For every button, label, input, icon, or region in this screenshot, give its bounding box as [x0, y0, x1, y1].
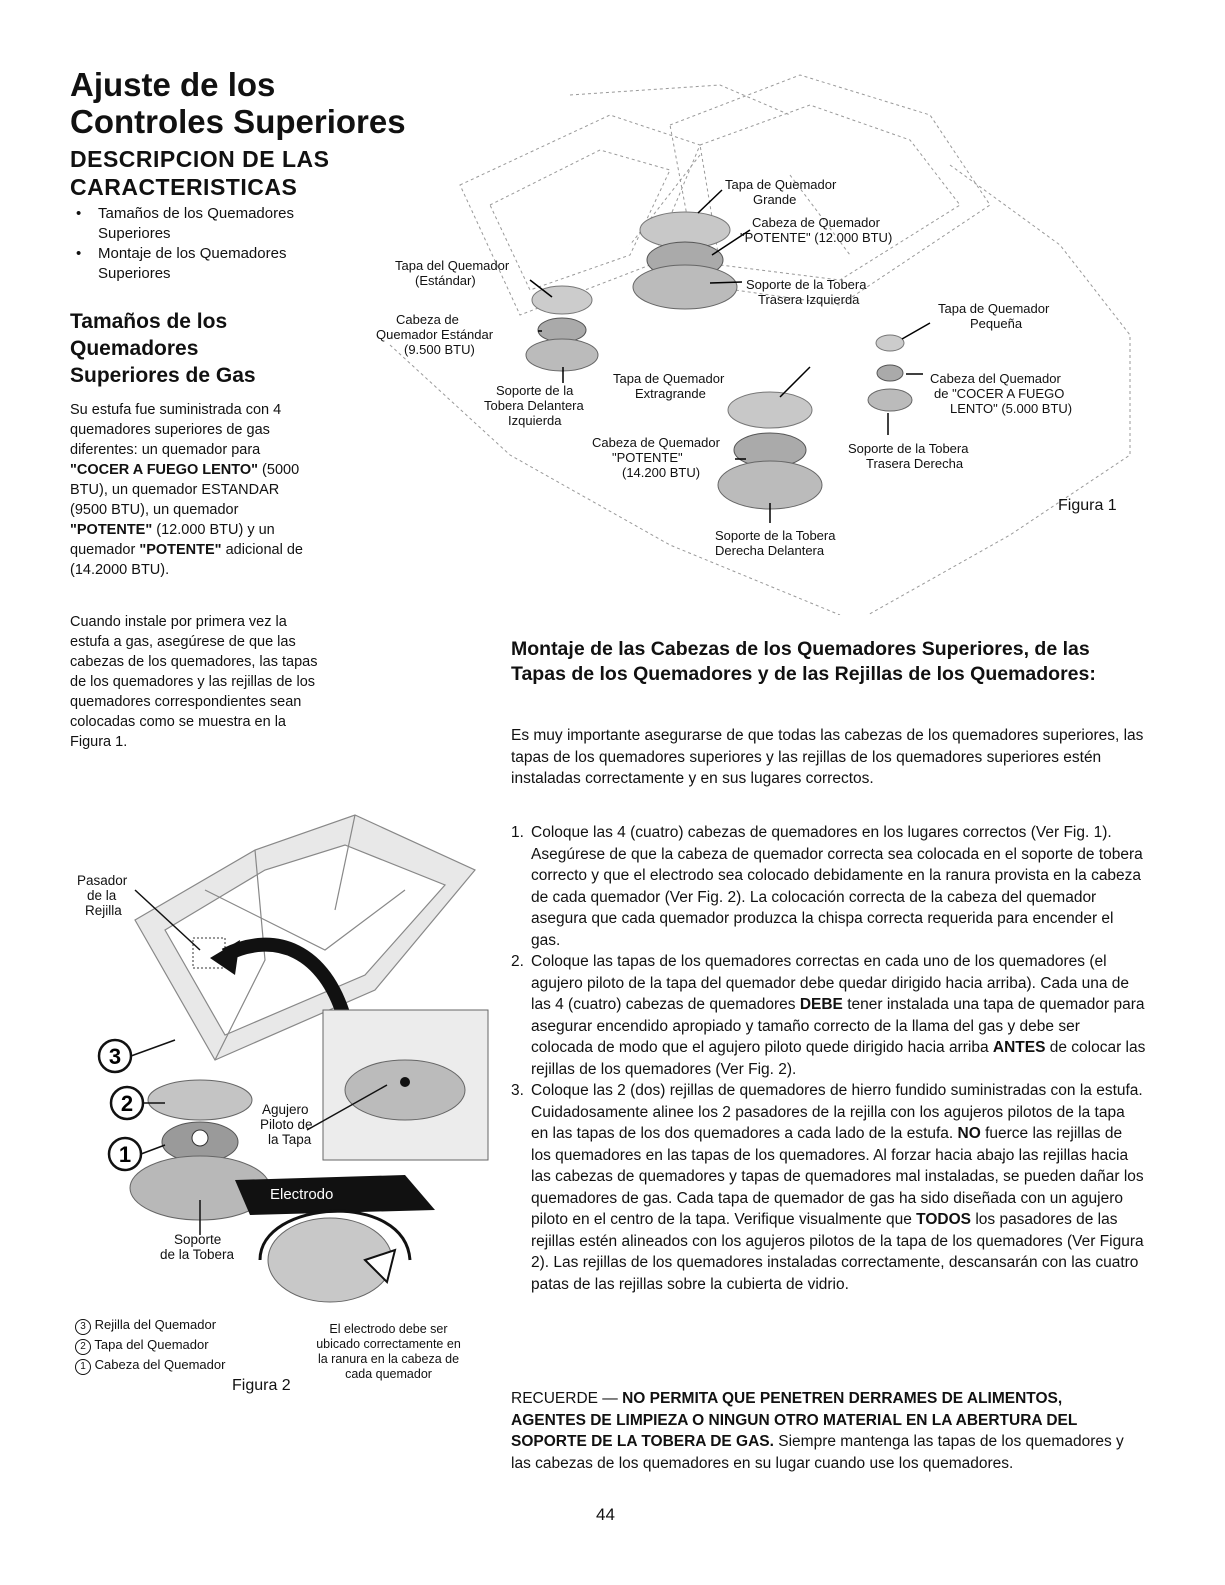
reminder-warning: NO PERMITA QUE PENETREN DERRAMES DE ALIMENTOS, AGENTES DE LIMPIEZA O NINGUN OTRO MATERIAL EN LA ABERTURA DEL SOPORTE DE LA TOBERA DE GAS. [511, 1390, 1078, 1450]
large-burner [633, 212, 737, 309]
fig1-label-simmer-head-line1: Cabeza del Quemador [930, 371, 1061, 386]
fig2-electrode-note-line3: la ranura en la cabeza de [317, 1352, 460, 1366]
fig2-label-pilot-hole [262, 1102, 313, 1147]
list-item [511, 1080, 1146, 1295]
fig1-label-front-right [715, 528, 835, 558]
fig1-label-small-cap-line1: Tapa de Quemador [938, 301, 1050, 316]
list-item: • Tamaños de los Quemadores Superiores [76, 204, 326, 244]
fig2-label-pilot-line1: Agujero [262, 1102, 309, 1117]
fig2-label-support [160, 1232, 234, 1262]
fig2-legend [75, 1315, 225, 1375]
fig1-label-xl-cap [613, 371, 724, 401]
steps-list [511, 822, 1146, 1295]
fig1-label-power2-head-line3: (14.200 BTU) [622, 465, 701, 480]
reminder-lead: RECUERDE — [511, 1390, 623, 1407]
page-number: 44 [596, 1505, 615, 1524]
step-text: tener instalada una tapa de quemador para asegurar encendido apropiado y tamaño correcto de la llama del gas y debe ser colocada de modo que el agujero piloto quede dirigido hacia arriba [531, 996, 1145, 1056]
section-heading [70, 145, 329, 201]
step-number: 3. [511, 1082, 524, 1099]
fig1-label-power2-head [592, 435, 720, 480]
fig2-legend-item [75, 1355, 225, 1375]
fig1-label-small-cap-line2: Pequeña [970, 316, 1023, 331]
list-item: • Montaje de los Quemadores Superiores [76, 244, 326, 284]
fig2-electrode-note-line2: ubicado correctamente en [316, 1337, 461, 1351]
fig2-label-pin-line1: Pasador [77, 873, 128, 888]
fig1-label-std-cap-line2: (Estándar) [415, 273, 476, 288]
fig2-legend-num: 1 [75, 1359, 91, 1375]
fig1-label-large-cap-line2: Grande [753, 192, 797, 207]
standard-burner [526, 286, 598, 371]
section-heading-line2: CARACTERISTICAS [70, 174, 298, 200]
fig2-label-pin-line3: Rejilla [85, 903, 122, 918]
small-burner [868, 335, 912, 411]
marker-3 [99, 1040, 131, 1072]
sizes-heading-line2: Quemadores [70, 337, 199, 360]
fig1-label-rear-left [746, 277, 866, 307]
sizes-bold-simmer: "COCER A FUEGO LENTO" [70, 462, 259, 478]
sizes-text-1: Su estufa fue suministrada con 4 quemadores superiores de gas diferentes: un quemador para [70, 402, 282, 458]
fig1-label-std-cap [395, 258, 509, 288]
fig1-label-rear-right-line1: Soporte de la Tobera [848, 441, 969, 456]
fig2-label-pilot-line2: Piloto de [260, 1117, 313, 1132]
step-number: 2. [511, 953, 524, 970]
step-bold: DEBE [799, 996, 843, 1013]
burner-cap [148, 1080, 252, 1120]
fig1-label-front-left-line2: Tobera Delantera [484, 398, 584, 413]
section-heading-line1: DESCRIPCION DE LAS [70, 146, 330, 172]
electrode-banner [235, 1175, 435, 1215]
sizes-text-2: (5000 BTU), un quemador ESTANDAR (9500 BTU), un quemador [70, 462, 300, 518]
fig2-legend-text: Rejilla del Quemador [94, 1317, 217, 1332]
sizes-bold-power: "POTENTE" [70, 522, 153, 538]
fig1-label-xl-cap-line2: Extragrande [635, 386, 706, 401]
step-text: Coloque las tapas de los quemadores correctas en cada uno de los quemadores (el agujero piloto de la tapa del quemador debe quedar dirigido hacia arriba). Cada una de las 4 (cuatro) cabezas de quemadores [531, 953, 1130, 1013]
step-text: Coloque las 2 (dos) rejillas de quemadores de hierro fundido suministradas con la estufa. Cuidadosamente alinee los 2 pasadores de la rejilla con los agujeros pilotos de la tapa en las tapas de los dos quemadores a cada lado de la estufa. [531, 1082, 1143, 1142]
fig1-label-front-left-line1: Soporte de la [496, 383, 574, 398]
sizes-paragraph [70, 400, 320, 580]
fig2-legend-text: Cabeza del Quemador [94, 1357, 226, 1372]
extra-large-burner [718, 392, 822, 509]
sizes-heading [70, 308, 256, 389]
sizes-text-4: adicional de (14.2000 BTU). [70, 542, 303, 578]
fig2-legend-text: Tapa del Quemador [94, 1337, 209, 1352]
fig1-label-rear-left-line2: Trasera Izquierda [758, 292, 860, 307]
features-list [76, 204, 326, 284]
step-bold: ANTES [992, 1039, 1046, 1056]
fig1-label-front-left-line3: Izquierda [508, 413, 562, 428]
reminder-text: Siempre mantenga las tapas de los quemadores y las cabezas de los quemadores en su lugar cuando use los quemadores. [511, 1433, 1124, 1472]
fig1-label-small-cap [938, 301, 1049, 331]
fig1-label-rear-right [848, 441, 968, 471]
fig2-label-pin-line2: de la [87, 888, 117, 903]
fig1-label-front-right-line2: Derecha Delantera [715, 543, 825, 558]
fig1-label-large-cap [725, 177, 836, 207]
fig1-label-front-left [484, 383, 584, 428]
fig2-label-pin [77, 873, 127, 918]
fig1-label-power-head [740, 215, 893, 245]
fig1-label-std-head-line2: Quemador Estándar [376, 327, 494, 342]
sizes-bold-power-2: "POTENTE" [139, 542, 222, 558]
fig2-electrode-note-line4: cada quemador [345, 1367, 432, 1381]
fig1-label-simmer-head [930, 371, 1072, 416]
list-item [511, 951, 1146, 1080]
mount-intro: Es muy importante asegurarse de que todas las cabezas de los quemadores superiores, las tapas de los quemadores superiores y las rejillas de los quemadores superiores estén instaladas correctamente y en sus lugares correctos. [511, 727, 1144, 787]
fig1-label-power-head-line1: Cabeza de Quemador [752, 215, 880, 230]
fig1-label-xl-cap-line1: Tapa de Quemador [613, 371, 725, 386]
fig1-label-power2-head-line1: Cabeza de Quemador [592, 435, 720, 450]
fig2-label-electrode: Electrodo [270, 1186, 334, 1203]
page-title [70, 66, 406, 140]
reminder-paragraph [511, 1388, 1131, 1474]
fig1-label-std-head-line3: (9.500 BTU) [404, 342, 475, 357]
page-title-line2: Controles Superiores [70, 103, 406, 140]
page-title-line1: Ajuste de los [70, 66, 276, 103]
fig2-label-support-line2: de la Tobera [160, 1247, 235, 1262]
fig2-legend-item [75, 1335, 225, 1355]
fig2-legend-item [75, 1315, 225, 1335]
figure1-caption: Figura 1 [1058, 497, 1117, 514]
svg-text:3: 3 [108, 1044, 122, 1069]
fig1-label-large-cap-line1: Tapa de Quemador [725, 177, 837, 192]
marker-1 [109, 1138, 141, 1170]
figure2-caption: Figura 2 [232, 1377, 291, 1394]
sizes-heading-line3: Superiores de Gas [70, 364, 256, 387]
fig1-label-std-head [376, 312, 493, 357]
fig1-label-rear-left-line1: Soporte de la Tobera [746, 277, 867, 292]
sizes-text-3: (12.000 BTU) y un quemador [70, 522, 275, 558]
fig1-label-std-cap-line1: Tapa del Quemador [395, 258, 510, 273]
list-item [511, 822, 1146, 951]
fig1-label-simmer-head-line2: de "COCER A FUEGO [934, 386, 1065, 401]
fig2-electrode-note-line1: El electrodo debe ser [329, 1322, 448, 1336]
svg-text:1: 1 [118, 1142, 132, 1167]
fig1-label-power2-head-line2: "POTENTE" [612, 450, 683, 465]
svg-text:2: 2 [120, 1091, 134, 1116]
fig2-legend-num: 2 [75, 1339, 91, 1355]
fig1-label-rear-right-line2: Trasera Derecha [866, 456, 964, 471]
sizes-heading-line1: Tamaños de los [70, 310, 228, 333]
fig2-label-support-line1: Soporte [174, 1232, 222, 1247]
fig1-label-simmer-head-line3: LENTO" (5.000 BTU) [950, 401, 1073, 416]
figure2-drawing [75, 790, 495, 1350]
fig2-legend-num: 3 [75, 1319, 91, 1335]
step-text: Coloque las 4 (cuatro) cabezas de quemadores en los lugares correctos (Ver Fig. 1). Asegúrese de que la cabeza de quemador correcta sea colocada en el soporte de tobera correcto y que el electrodo sea colocado debidamente en la ranura provista en la cabeza de cada quemador (Ver Fig. 2). La colocación correcta de la cabeza del quemador asegura que cada quemador produzca la chispa correcta requerida para encender el gas. [531, 824, 1143, 949]
mount-heading: Montaje de las Cabezas de los Quemadores Superiores, de las Tapas de los Quemadores y de las Rejillas de los Quemadores: [511, 638, 1096, 685]
step-bold: NO [957, 1125, 981, 1142]
step-text: fuerce las rejillas de los quemadores en las tapas de los quemadores. Al forzar hacia abajo las rejillas hacia las cabezas de quemadores y tapas de quemadores mal instaladas, se pueden dañar los quemadores de gas. Cada tapa de quemador de gas ha sido diseñada con un agujero piloto en el centro de la tapa. Verifique visualmente que [531, 1125, 1144, 1228]
step-text: los pasadores de las rejillas estén alineados con los agujeros pilotos de la tapa de los quemadores (Ver Figura 2). Las rejillas de los quemadores instaladas correctamente, descansarán con las cuatro patas de las rejillas sobre la cubierta de vidrio. [531, 1211, 1144, 1293]
step-number: 1. [511, 824, 524, 841]
fig1-label-std-head-line1: Cabeza de [396, 312, 459, 327]
marker-2 [111, 1087, 143, 1119]
fig2-electrode-note [296, 1322, 481, 1382]
fig1-label-power-head-line2: "POTENTE" (12.000 BTU) [740, 230, 893, 245]
fig1-label-front-right-line1: Soporte de la Tobera [715, 528, 836, 543]
fig2-label-pilot-line3: la Tapa [268, 1132, 312, 1147]
step-text: de colocar las rejillas de los quemadores (Ver Fig. 2). [531, 1039, 1146, 1078]
step-bold: TODOS [916, 1211, 972, 1228]
install-paragraph: Cuando instale por primera vez la estufa a gas, asegúrese de que las cabezas de los quemadores, las tapas de los quemadores y las rejillas de los quemadores correspondientes sean colocadas como se muestra en la Figura 1. [70, 614, 318, 750]
